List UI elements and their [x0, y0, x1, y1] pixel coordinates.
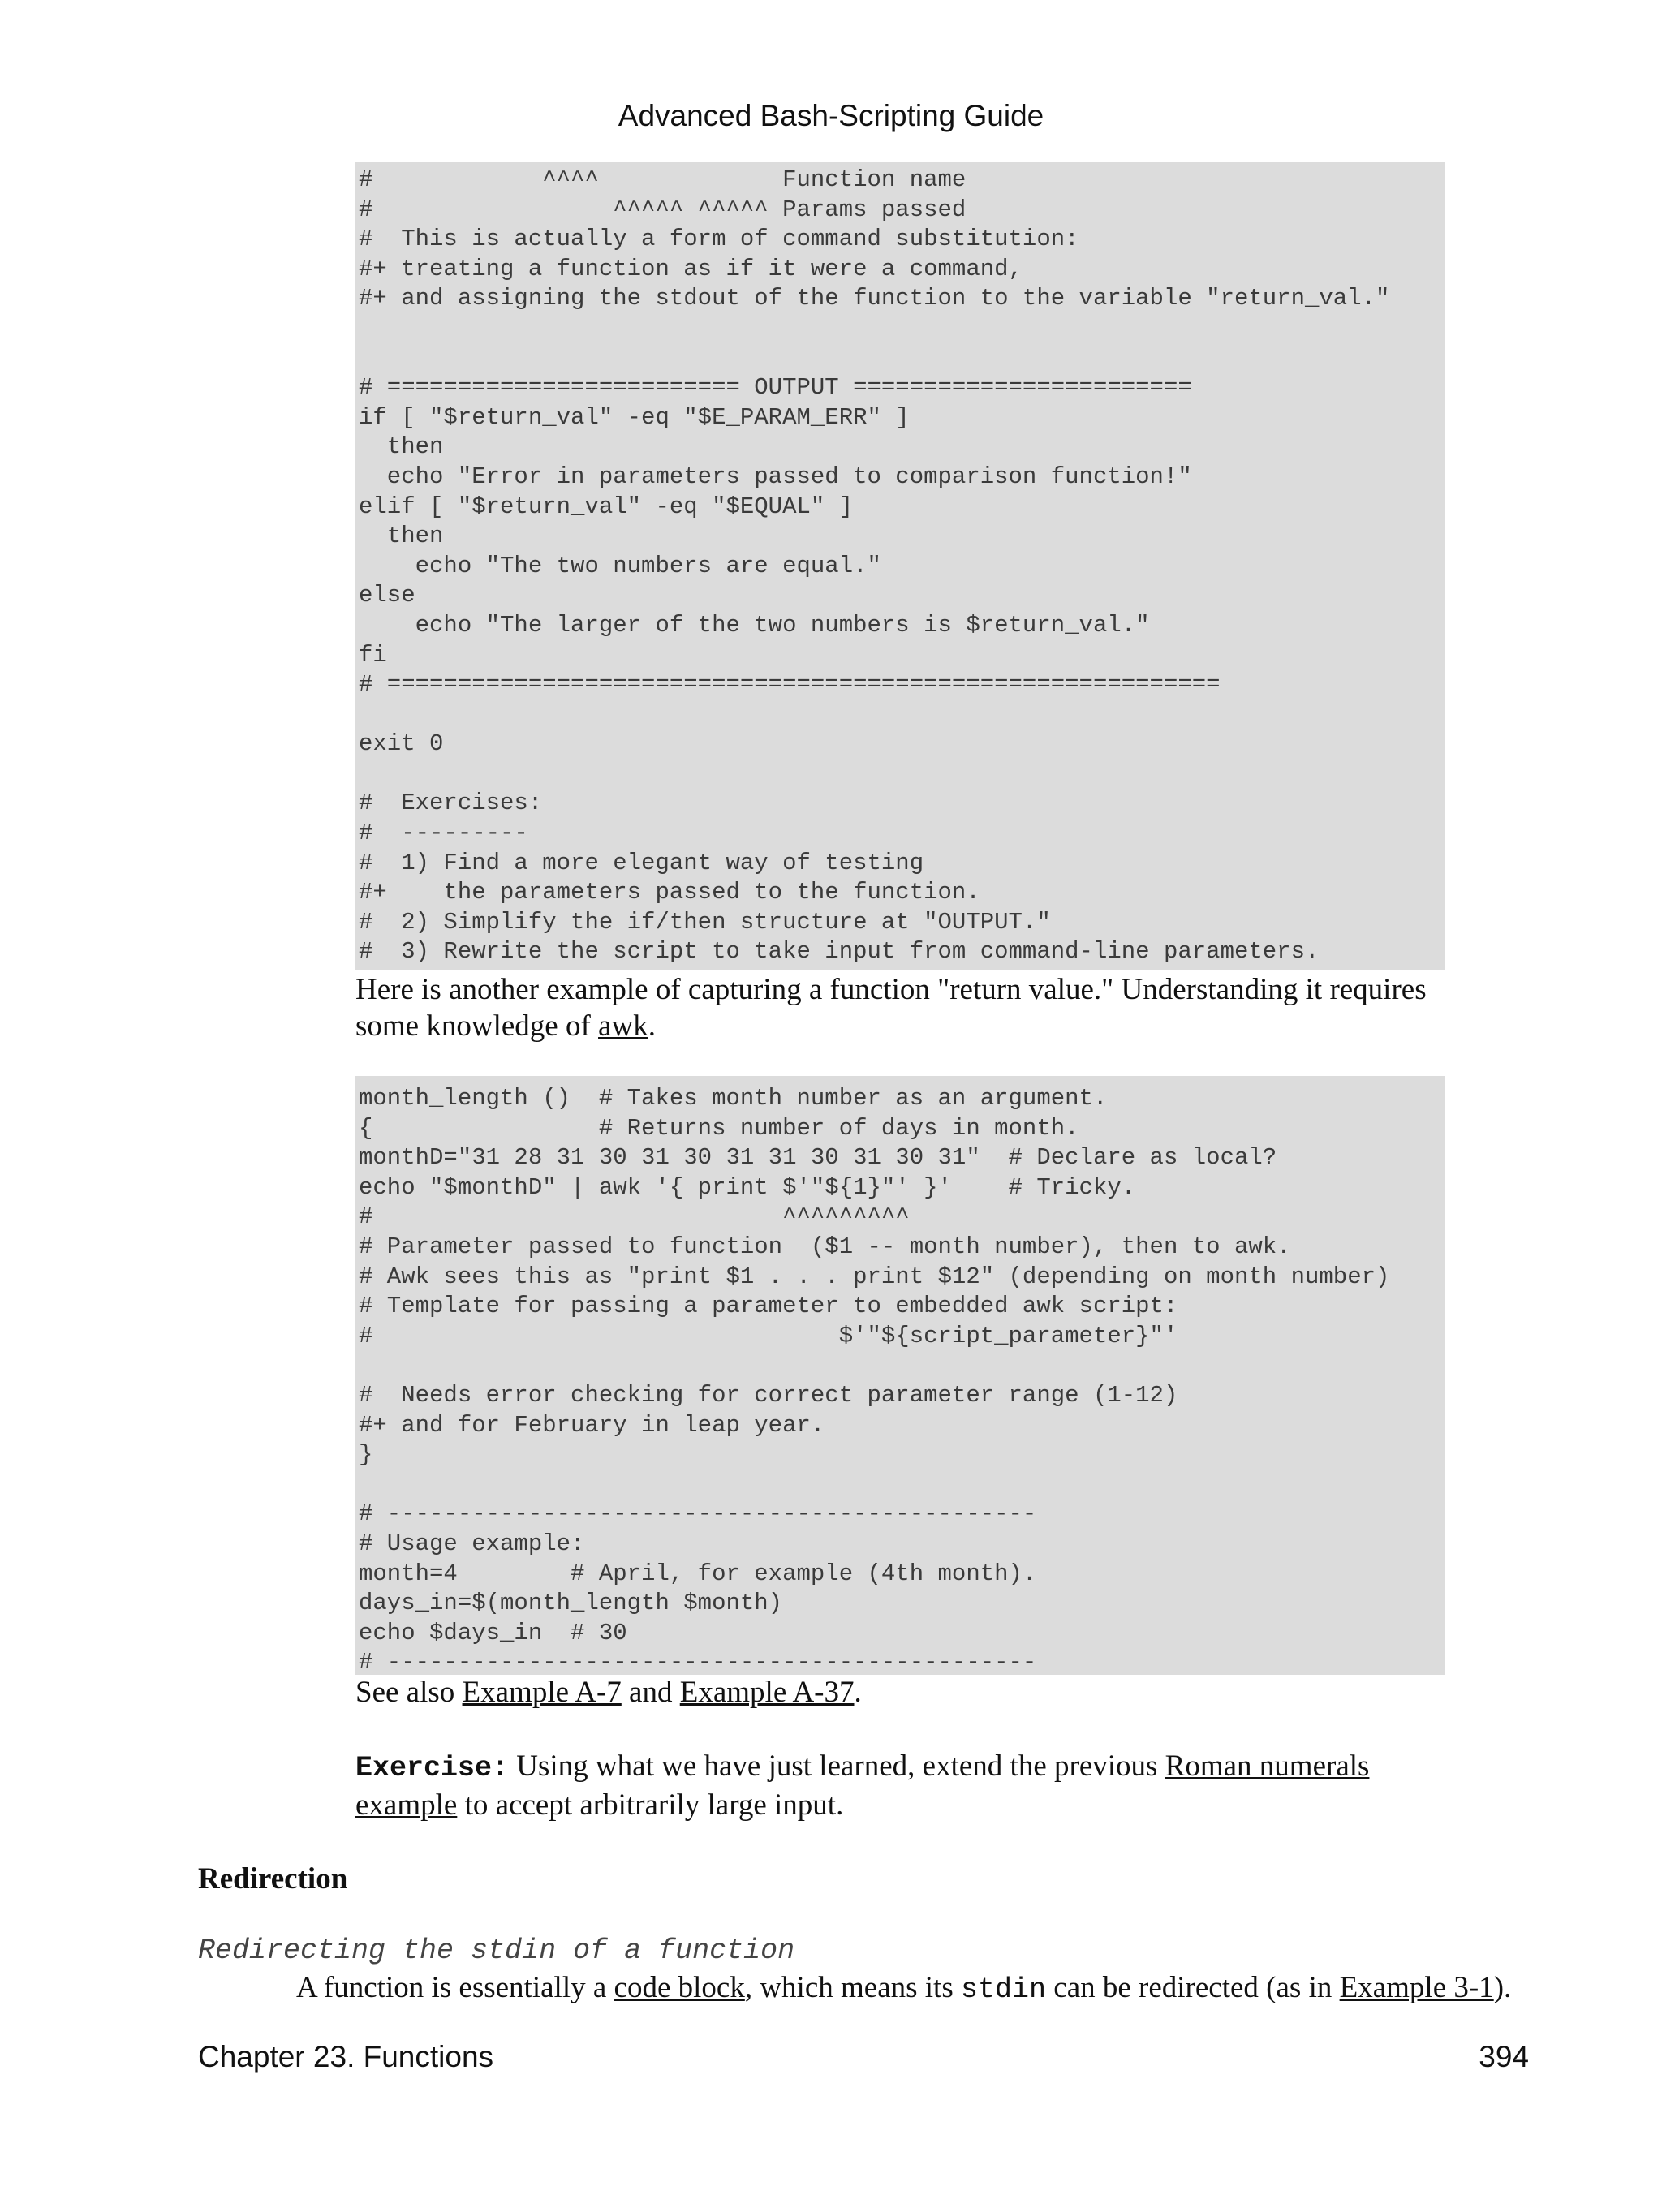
code-line: echo "The two numbers are equal."	[359, 552, 881, 579]
code-line: days_in=$(month_length $month)	[359, 1590, 783, 1617]
code-block-function-output	[355, 162, 1445, 970]
code-line	[359, 1470, 1440, 1500]
code-block-link[interactable]: code block	[614, 1971, 745, 2004]
code-line: then	[359, 433, 444, 461]
code-line: echo $days_in # 30	[359, 1619, 627, 1646]
footer-chapter: Chapter 23. Functions	[198, 2040, 494, 2073]
code-line: # 1) Find a more elegant way of testing	[359, 849, 924, 876]
exercise-end: to accept arbitrarily large input.	[457, 1788, 844, 1822]
code-line: elif [ "$return_val" -eq "$EQUAL" ]	[359, 493, 854, 520]
footer-page-number: 394	[1479, 2040, 1529, 2073]
see-also-middle: and	[621, 1676, 680, 1709]
code-line: echo "Error in parameters passed to comparison function!"	[359, 463, 1192, 490]
code-line: #+ treating a function as if it were a command,	[359, 255, 1023, 282]
code-line: month_length () # Takes month number as an argument.	[359, 1085, 1108, 1112]
code-line: }	[359, 1441, 373, 1469]
code-line: # ^^^^^ ^^^^^ Params passed	[359, 196, 967, 223]
code-line: #+ and for February in leap year.	[359, 1411, 825, 1439]
code-line: monthD="31 28 31 30 31 30 31 31 30 31 30 31" # Declare as local?	[359, 1144, 1277, 1172]
paragraph-end: .	[648, 1009, 656, 1043]
paragraph-see-also	[355, 1674, 1459, 1711]
subheading-redirect-stdin: Redirecting the stdin of a function	[198, 1934, 795, 1967]
code-line: # Parameter passed to function ($1 -- month number), then to awk.	[359, 1233, 1291, 1260]
code-line: month=4 # April, for example (4th month).	[359, 1560, 1037, 1587]
code-line: # ---------	[359, 820, 528, 847]
stdin-code: stdin	[960, 1973, 1047, 2006]
paragraph-code-block	[296, 1969, 1643, 2008]
code-line: # 2) Simplify the if/then structure at "OUTPUT."	[359, 908, 1051, 936]
code-line: exit 0	[359, 730, 444, 758]
paragraph-awk-intro	[355, 971, 1459, 1044]
roman-numerals-link[interactable]: Roman numerals example	[355, 1749, 1370, 1822]
section-heading-redirection: Redirection	[198, 1862, 348, 1896]
code-line: # Needs error checking for correct parameter range (1-12)	[359, 1381, 1178, 1409]
code-line: else	[359, 582, 416, 609]
para4-end: ).	[1493, 1971, 1512, 2004]
code-line: echo "The larger of the two numbers is $return_val."	[359, 611, 1150, 639]
code-line: fi	[359, 641, 387, 669]
code-line	[359, 700, 1440, 730]
code-line	[359, 1351, 1440, 1381]
code-line: # ^^^^^^^^^	[359, 1203, 910, 1231]
code-line	[359, 314, 1440, 344]
para4-middle: , which means its	[744, 1971, 961, 2004]
see-also-prefix: See also	[355, 1676, 463, 1709]
exercise-label: Exercise:	[355, 1752, 510, 1784]
code-line: then	[359, 523, 444, 550]
paragraph-exercise	[355, 1748, 1459, 1823]
code-line: { # Returns number of days in month.	[359, 1114, 1079, 1142]
code-line: # ----------------------------------------------	[359, 1500, 1037, 1528]
para4-prefix: A function is essentially a	[296, 1971, 614, 2004]
example-3-1-link[interactable]: Example 3-1	[1339, 1971, 1494, 2004]
see-also-end: .	[854, 1676, 862, 1709]
code-line: # 3) Rewrite the script to take input from command-line parameters.	[359, 938, 1320, 966]
code-line	[359, 760, 1440, 790]
code-line: # Awk sees this as "print $1 . . . print $12" (depending on month number)	[359, 1263, 1390, 1290]
code-line: # ^^^^ Function name	[359, 166, 967, 193]
code-line: # ===========================================================	[359, 671, 1221, 699]
code-line: # Usage example:	[359, 1530, 585, 1557]
code-line	[359, 344, 1440, 374]
exercise-text: Using what we have just learned, extend the previous	[509, 1749, 1165, 1783]
code-line: # ========================= OUTPUT ========================	[359, 374, 1192, 402]
example-a7-link[interactable]: Example A-7	[462, 1676, 622, 1709]
code-line: # This is actually a form of command substitution:	[359, 226, 1079, 253]
code-line: #+ and assigning the stdout of the function to the variable "return_val."	[359, 285, 1390, 312]
code-line: # $'"${script_parameter}"'	[359, 1322, 1178, 1349]
paragraph-text: Here is another example of capturing a function "return value." Understanding it requires some knowledge of	[355, 973, 1427, 1043]
awk-link[interactable]: awk	[598, 1009, 648, 1043]
example-a37-link[interactable]: Example A-37	[679, 1676, 855, 1709]
code-line: # ----------------------------------------------	[359, 1649, 1037, 1675]
page-header-title: Advanced Bash-Scripting Guide	[618, 99, 1044, 132]
code-line: if [ "$return_val" -eq "$E_PARAM_ERR" ]	[359, 403, 910, 431]
code-line: #+ the parameters passed to the function.	[359, 879, 980, 906]
code-line: echo "$monthD" | awk '{ print $'"${1}"' }' # Tricky.	[359, 1173, 1136, 1201]
code-block-month-length	[355, 1076, 1445, 1675]
para4-middle2: can be redirected (as in	[1046, 1971, 1340, 2004]
code-line: # Exercises:	[359, 790, 543, 817]
code-line: # Template for passing a parameter to embedded awk script:	[359, 1293, 1178, 1320]
